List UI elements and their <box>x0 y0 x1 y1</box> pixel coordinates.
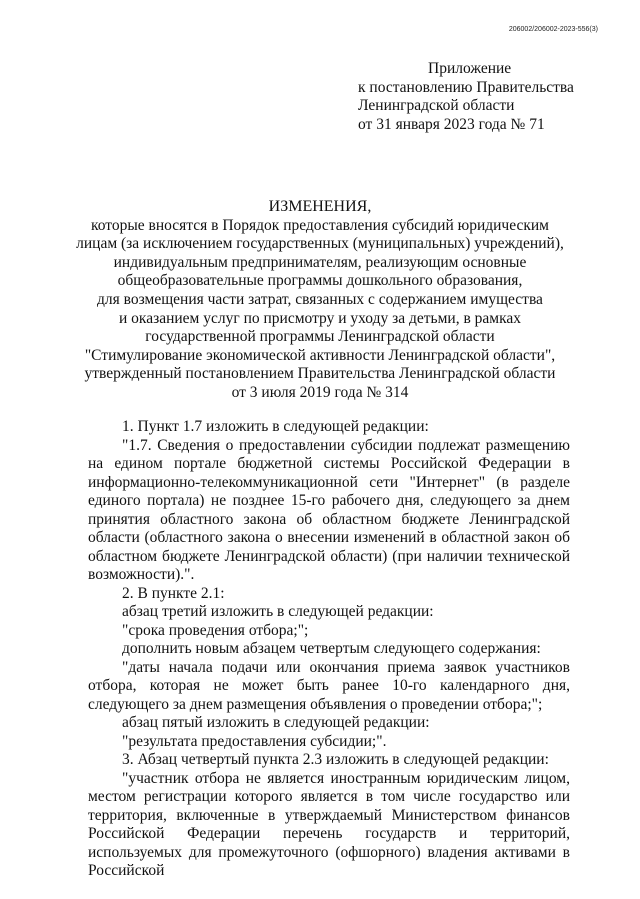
item-2-paragraph: дополнить новым абзацем четвертым следующего содержания: <box>122 640 541 657</box>
title-line: для возмещения части затрат, связанных с содержанием имущества <box>97 290 543 308</box>
item-2-paragraph: абзац третий изложить в следующей редакции: <box>122 603 434 620</box>
appendix-line: от 31 января 2023 года № 71 <box>358 115 545 133</box>
title-line: лицам (за исключением государственных (муниципальных) учреждений), <box>76 235 564 253</box>
item-2-heading: 2. В пункте 2.1: <box>122 584 225 602</box>
title-line: индивидуальным предпринимателям, реализующим основные <box>113 253 527 271</box>
title-line: утвержденный постановлением Правительства Ленинградской области <box>84 365 556 383</box>
document-heading: ИЗМЕНЕНИЯ, <box>268 198 372 215</box>
title-line: которые вносятся в Порядок предоставления субсидий юридическим <box>91 216 549 234</box>
appendix-line: Ленинградской области <box>358 97 515 114</box>
item-1-quote: "1.7. Сведения о предоставлении субсидии подлежат размещению на едином портале бюджетной системы Российской Федерации в информационно-телекоммуникационной сети "Интернет" (в разделе единого портала) не позднее 15-го рабочего дня, следующего за днем принятия областного закона об областном бюджете Ленинградской области (областного закона о внесении изменений в областной закон об областном бюджете Ленинградской области) (при наличии технической возможности).". <box>88 436 570 583</box>
item-2-quote: "даты начала подачи или окончания приема заявок участников отбора, которая не может быть ранее 10-го календарного дня, следующего за днем размещения объявления о проведении отбора;"; <box>88 658 570 713</box>
item-3-quote: "участник отбора не является иностранным юридическим лицом, местом регистрации которого является в том числе государство или территория, включенные в утверждаемый Министерством финансов Российской Федерации перечень государств и территорий, используемых для промежуточного (офшорного) владения активами в Российской <box>88 769 570 879</box>
title-block <box>60 198 580 403</box>
item-2-paragraph: "срока проведения отбора;"; <box>122 621 309 639</box>
item-2-paragraph: абзац пятый изложить в следующей редакции: <box>122 714 430 731</box>
title-line: общеобразовательные программы дошкольного образования, <box>117 272 523 290</box>
appendix-block <box>358 60 618 134</box>
item-1-heading: 1. Пункт 1.7 изложить в следующей редакции: <box>122 418 429 435</box>
appendix-line: Приложение <box>428 60 512 77</box>
title-line: и оказанием услуг по присмотру и уходу за детьми, в рамках <box>118 309 522 327</box>
item-2-paragraph: "результата предоставления субсидии;". <box>122 732 387 750</box>
appendix-line: к постановлению Правительства <box>358 78 574 96</box>
title-line: от 3 июля 2019 года № 314 <box>231 383 409 401</box>
body-text <box>88 418 570 881</box>
title-line: государственной программы Ленинградской области <box>145 328 495 346</box>
document-id: 206002/206002-2023-556(3) <box>508 26 598 33</box>
item-3-heading: 3. Абзац четвертый пункта 2.3 изложить в следующей редакции: <box>122 751 549 768</box>
title-line: "Стимулирование экономической активности Ленинградской области", <box>84 346 556 364</box>
